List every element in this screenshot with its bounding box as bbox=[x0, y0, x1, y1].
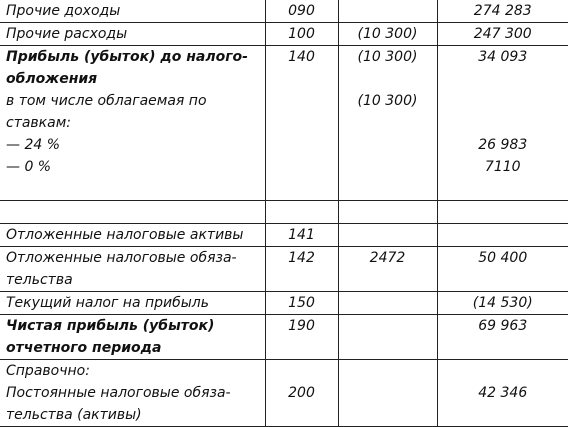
row-prev-value bbox=[338, 224, 437, 247]
row-prev-value: (10 300) (10 300) bbox=[338, 46, 437, 201]
table-row bbox=[0, 0, 568, 23]
row-prev-value bbox=[338, 0, 437, 23]
row-label: Справочно: Постоянные налоговые обяза- тельства (активы) bbox=[0, 360, 265, 427]
row-code: 140 bbox=[265, 46, 338, 201]
row-label: Прочие доходы bbox=[0, 0, 265, 23]
table-row bbox=[0, 224, 568, 247]
row-code: 142 bbox=[265, 247, 338, 292]
row-prev-value bbox=[338, 360, 437, 427]
row-code: 100 bbox=[265, 23, 338, 46]
table-row bbox=[0, 315, 568, 360]
row-code: 190 bbox=[265, 315, 338, 360]
row-code bbox=[265, 201, 338, 224]
table-row bbox=[0, 360, 568, 427]
row-prev-value bbox=[338, 201, 437, 224]
row-label: Чистая прибыль (убыток) отчетного периода bbox=[0, 315, 265, 360]
row-label: Прочие расходы bbox=[0, 23, 265, 46]
row-prev-value bbox=[338, 315, 437, 360]
row-curr-value: (14 530) bbox=[437, 292, 568, 315]
row-code: 150 bbox=[265, 292, 338, 315]
row-prev-value: (10 300) bbox=[338, 23, 437, 46]
row-curr-value: 50 400 bbox=[437, 247, 568, 292]
row-curr-value: 274 283 bbox=[437, 0, 568, 23]
row-label: Отложенные налоговые активы bbox=[0, 224, 265, 247]
row-curr-value: 247 300 bbox=[437, 23, 568, 46]
row-label: Отложенные налоговые обяза- тельства bbox=[0, 247, 265, 292]
row-label: Текущий налог на прибыль bbox=[0, 292, 265, 315]
row-curr-value: 42 346 bbox=[437, 360, 568, 427]
row-curr-value bbox=[437, 224, 568, 247]
row-label bbox=[0, 201, 265, 224]
table-row bbox=[0, 292, 568, 315]
row-curr-value: 34 093 26 983 7110 bbox=[437, 46, 568, 201]
table-row bbox=[0, 46, 568, 201]
row-code: 141 bbox=[265, 224, 338, 247]
row-code: 200 bbox=[265, 360, 338, 427]
table-row-empty bbox=[0, 201, 568, 224]
table-row bbox=[0, 247, 568, 292]
row-curr-value bbox=[437, 201, 568, 224]
row-prev-value bbox=[338, 292, 437, 315]
row-label: Прибыль (убыток) до налого- обложения в том числе облагаемая по ставкам: — 24 % — 0 % bbox=[0, 46, 265, 201]
row-curr-value: 69 963 bbox=[437, 315, 568, 360]
row-prev-value: 2472 bbox=[338, 247, 437, 292]
row-code: 090 bbox=[265, 0, 338, 23]
table-row bbox=[0, 23, 568, 46]
